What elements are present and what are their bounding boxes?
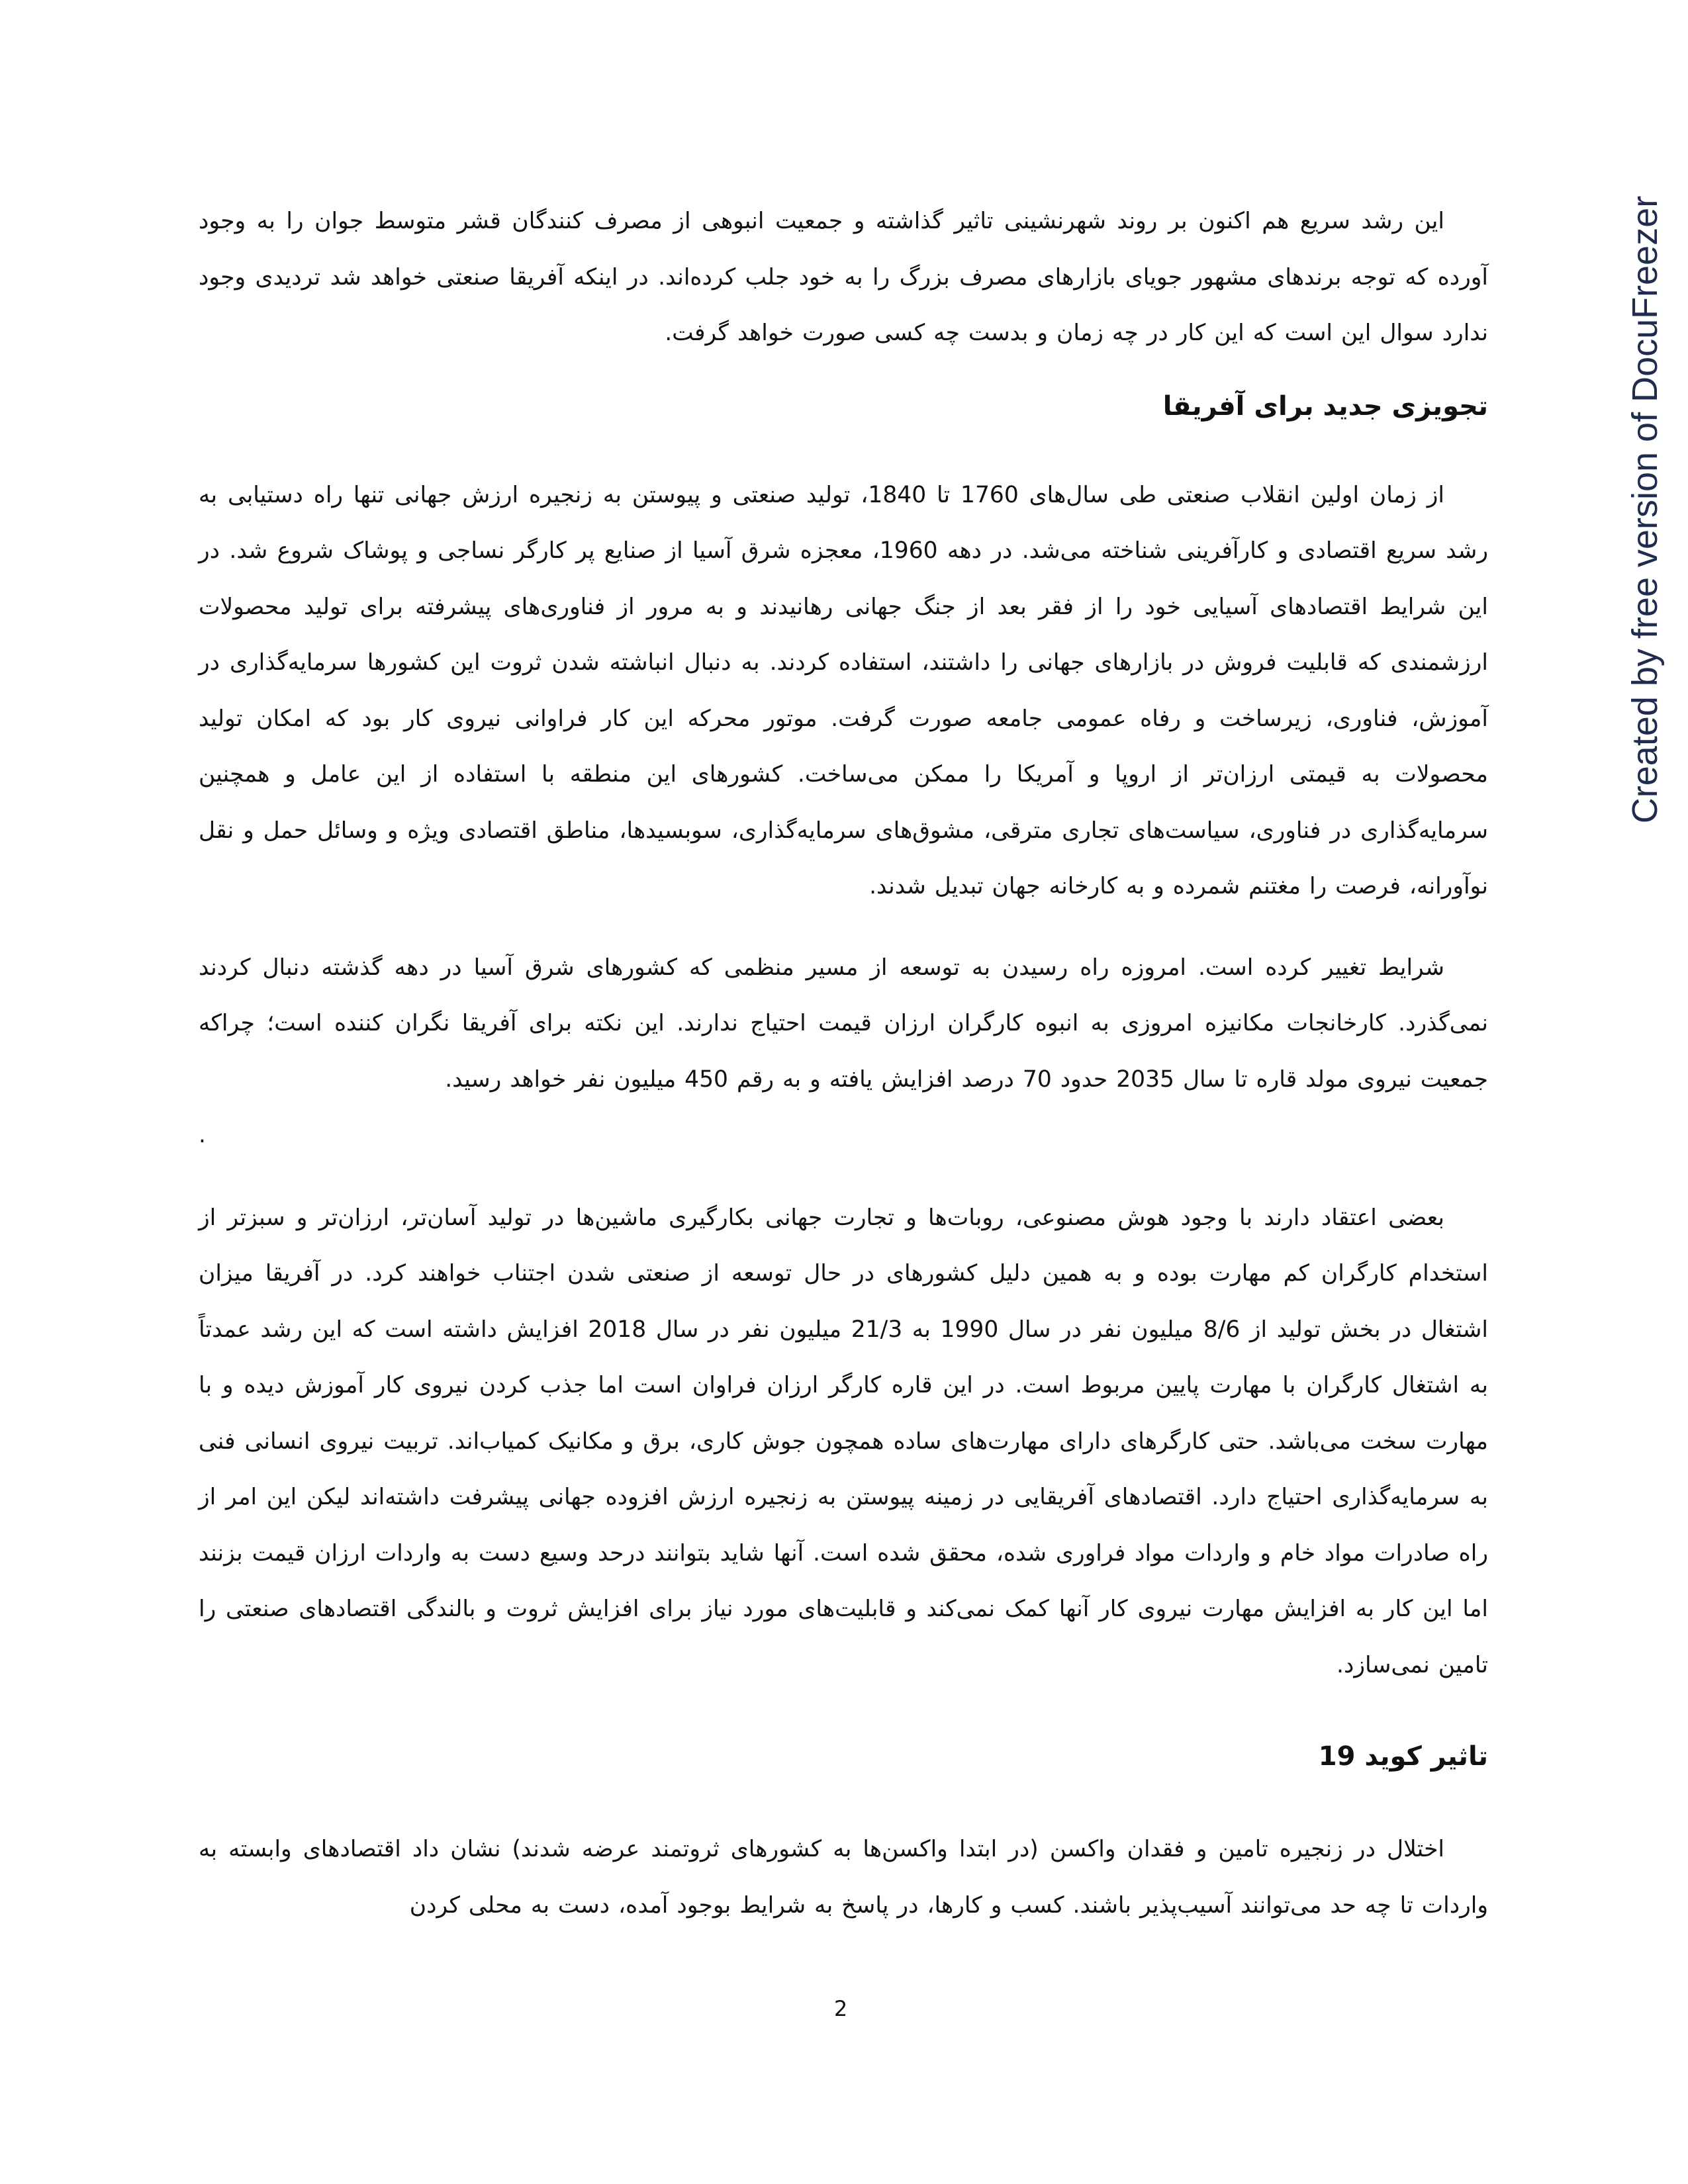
paragraph-supply-chain: اختلال در زنجیره تامین و فقدان واکسن (در ابتدا واکسن‌ها به کشورهای ثروتمند عرضه شدند) نشان داد اقتصادهای وابسته به واردات تا چه حد می‌توانند آسیب‌پذیر باشند. کسب و کارها، در پاسخ به شرایط بوجود آمده، دست به محلی کردن	[199, 1836, 1488, 1919]
document-body	[199, 193, 1488, 1933]
stray-period-mark: .	[199, 1122, 206, 1148]
docufreezer-watermark: Created by free version of DocuFreezer	[1625, 195, 1665, 824]
section-heading-new-prescription: تجویزی جدید برای آفریقا	[1162, 390, 1488, 422]
watermark-container	[1615, 132, 1675, 887]
paragraph-industrial-revolution: از زمان اولین انقلاب صنعتی طی سال‌های 1760 تا 1840، تولید صنعتی و پیوستن به زنجیره ارزش جهانی تنها راه دستیابی به رشد سریع اقتصادی و کارآفرینی شناخته می‌شد. در دهه 1960، معجزه شرق آسیا از صنایع پر کارگر نساجی و پوشاک شروع شد. در این شرایط اقتصادهای آسیایی خود را از فقر بعد از جنگ جهانی رهانیدند و به مرور از فناوری‌های پیشرفته برای تولید محصولات ارزشمندی که قابلیت فروش در بازارهای جهانی را داشتند، استفاده کردند. به دنبال انباشته شدن ثروت این کشورها سرمایه‌گذاری در آموزش، فناوری، زیرساخت و رفاه عمومی جامعه صورت گرفت. موتور محرکه این کار فراوانی نیروی کار بود که امکان تولید محصولات به قیمتی ارزان‌تر از اروپا و آمریکا را ممکن می‌ساخت. کشورهای این منطقه با استفاده از این عامل و همچنین سرمایه‌گذاری در فناوری، سیاست‌های تجاری مترقی، مشوق‌های سرمایه‌گذاری، سوبسیدها، مناطق اقتصادی ویژه و وسائل حمل و نقل نوآورانه، فرصت را مغتنم شمرده و به کارخانه جهان تبدیل شدند.	[199, 481, 1488, 899]
paragraph-automation-debate: بعضی اعتقاد دارند با وجود هوش مصنوعی، روبات‌ها و تجارت جهانی بکارگیری ماشین‌ها در تولید آسان‌تر، ارزان‌تر و سبزتر از استخدام کارگران کم مهارت بوده و به همین دلیل کشورهای در حال توسعه از صنعتی شدن اجتناب خواهند کرد. در آفریقا میزان اشتغال در بخش تولید از 8/6 میلیون نفر در سال 1990 به 21/3 میلیون نفر در سال 2018 افزایش داشته است که این رشد عمدتاً به اشتغال کارگران با مهارت پایین مربوط است. در این قاره کارگر ارزان فراوان است اما جذب کردن نیروی کار آموزش دیده و با مهارت سخت می‌باشد. حتی کارگرهای دارای مهارت‌های ساده همچون جوش کاری، برق و مکانیک کمیاب‌اند. تربیت نیروی انسانی فنی به سرمایه‌گذاری احتیاج دارد. اقتصادهای آفریقایی در زمینه پیوستن به زنجیره ارزش افزوده جهانی پیشرفت داشته‌اند لیکن این امر از راه صادرات مواد خام و واردات مواد فراوری شده، محقق شده است. آنها شاید بتوانند درحد وسیع دست به واردات ارزان قیمت بزنند اما این کار به افزایش مهارت نیروی کار آنها کمک نمی‌کند و قابلیت‌های مورد نیاز برای افزایش ثروت و بالندگی اقتصادهای صنعتی را تامین نمی‌سازد.	[199, 1204, 1488, 1678]
page-number: 2	[833, 1996, 848, 2021]
paragraph-conditions-changed: شرایط تغییر کرده است. امروزه راه رسیدن به توسعه از مسیر منظمی که کشورهای شرق آسیا در دهه گذشته دنبال کردند نمی‌گذرد. کارخانجات مکانیزه امروزی به انبوه کارگران ارزان قیمت احتیاج ندارند. این نکته برای آفریقا نگران کننده است؛ چراکه جمعیت نیروی مولد قاره تا سال 2035 حدود 70 درصد افزایش یافته و به رقم 450 میلیون نفر خواهد رسید.	[199, 954, 1488, 1093]
paragraph-urbanization: این رشد سریع هم اکنون بر روند شهرنشینی تاثیر گذاشته و جمعیت انبوهی از مصرف کنندگان قشر متوسط جوان را به وجود آورده که توجه برندهای مشهور جویای بازارهای مصرف بزرگ را به خود جلب کرده‌اند. در اینکه آفریقا صنعتی خواهد شد تردیدی وجود ندارد سوال این است که این کار در چه زمان و بدست چه کسی صورت خواهد گرفت.	[199, 208, 1488, 346]
section-heading-covid-impact: تاثیر کوید 19	[1318, 1741, 1488, 1772]
paragraph-spacer	[199, 1163, 1488, 1190]
